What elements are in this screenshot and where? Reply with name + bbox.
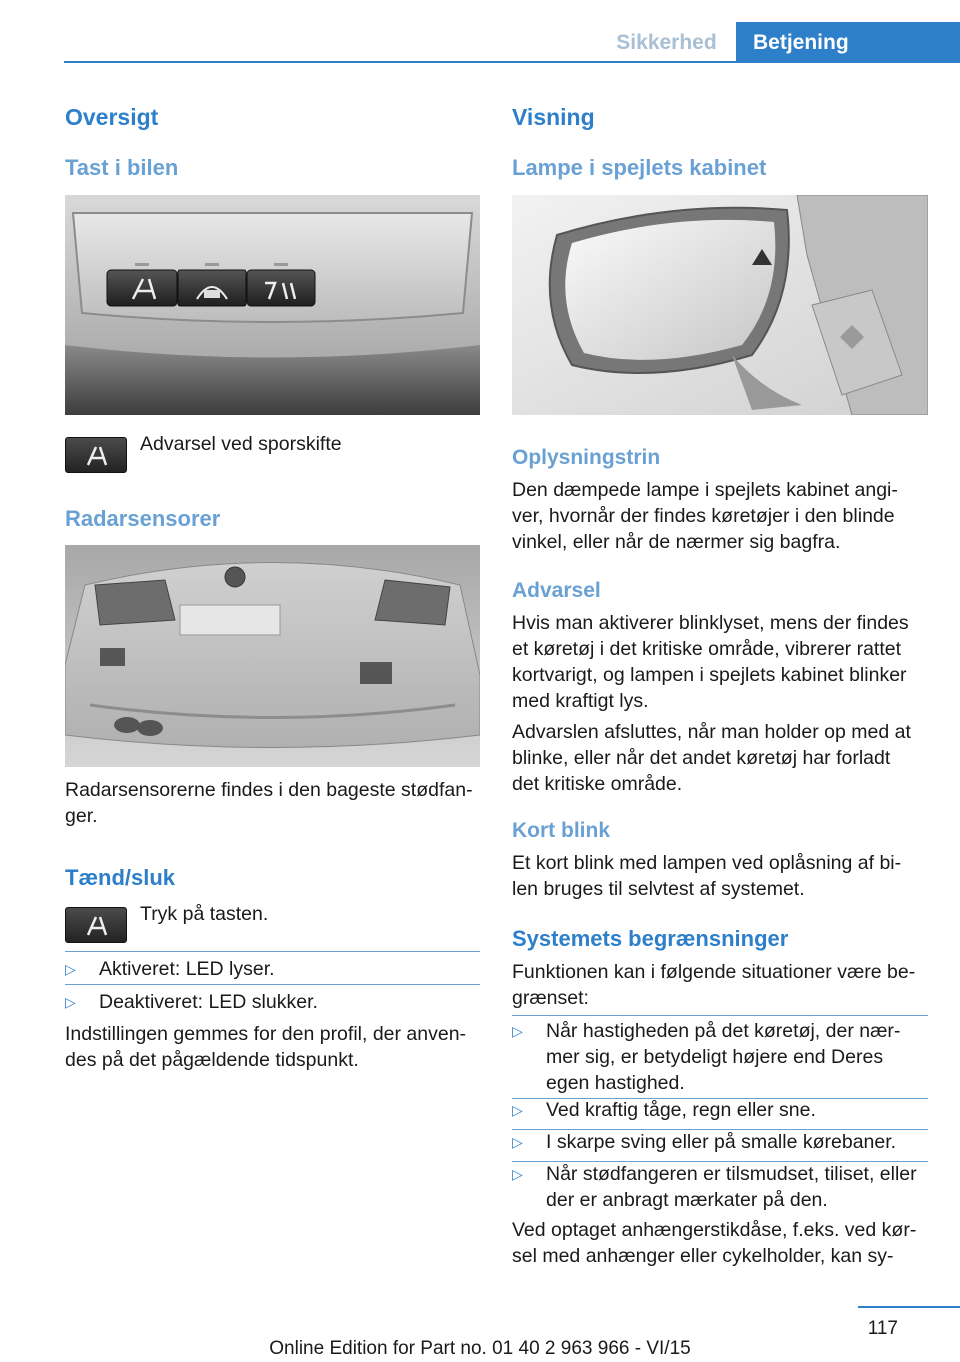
footer-rule <box>858 1306 960 1308</box>
para-adv2-line1: Advarslen afsluttes, når man holder op med at <box>512 721 911 743</box>
para-indst-line1: Indstillingen gemmes for den profil, der anven- <box>65 1023 467 1045</box>
heading-tast-i-bilen: Tast i bilen <box>65 155 179 180</box>
caption-advarsel: Advarsel ved sporskifte <box>140 433 342 455</box>
triangle-bullet-icon: ▷ <box>512 1166 523 1182</box>
triangle-bullet-icon: ▷ <box>512 1102 523 1118</box>
triangle-bullet-icon: ▷ <box>512 1023 523 1039</box>
caption-tryk: Tryk på tasten. <box>140 903 269 925</box>
lane-warning-key-icon <box>65 437 127 473</box>
list-separator <box>65 984 480 985</box>
edition-text: Online Edition for Part no. 01 40 2 963 966 - VI/15 <box>269 1338 691 1359</box>
heading-radarsensorer: Radarsensorer <box>65 506 221 531</box>
page-number: 117 <box>867 1318 898 1339</box>
heading-oplysningstrin: Oplysningstrin <box>512 446 661 469</box>
para-radar-line1: Radarsensorerne findes i den bageste stødfan- <box>65 779 473 801</box>
tab-betjening[interactable]: Betjening <box>736 22 960 61</box>
heading-kort-blink: Kort blink <box>512 819 610 842</box>
para-system-line2: grænset: <box>512 987 589 1009</box>
para-adv1-line1: Hvis man aktiverer blinklyset, mens der findes <box>512 612 909 634</box>
list-separator <box>512 1015 928 1016</box>
para-adv1-line2: et køretøj i det kritiske område, vibrerer rattet <box>512 638 902 660</box>
para-adv1-line4: med kraftigt lys. <box>512 690 649 712</box>
lane-warning-button-icon <box>65 907 127 943</box>
figure-button-panel <box>65 195 480 415</box>
para-adv1-line3: kortvarigt, og lampen i spejlets kabinet blinker <box>512 664 907 686</box>
para-system-line1: Funktionen kan i følgende situationer være be- <box>512 961 916 983</box>
tab-sikkerhed[interactable]: Sikkerhed <box>616 31 717 54</box>
list-item: ▷ Ved kraftig tåge, regn eller sne. <box>512 1099 816 1121</box>
heading-visning: Visning <box>512 104 595 130</box>
triangle-bullet-icon: ▷ <box>512 1134 523 1150</box>
para-oplys-line2: ver, hvornår der findes køretøjer i den blinde <box>512 505 895 527</box>
heading-systemets-begraensninger: Systemets begrænsninger <box>512 926 789 951</box>
para-oplys-line1: Den dæmpede lampe i spejlets kabinet angi- <box>512 479 898 501</box>
para-adv2-line3: det kritiske område. <box>512 773 683 795</box>
list-item: ▷ Når hastigheden på det køretøj, der nær- mer sig, er betydeligt højere end Deres egen hastighed. <box>512 1020 901 1094</box>
heading-advarsel: Advarsel <box>512 579 601 602</box>
para-indst-line2: des på det pågældende tidspunkt. <box>65 1049 359 1071</box>
para-kort-line1: Et kort blink med lampen ved oplåsning af bi- <box>512 852 902 874</box>
triangle-bullet-icon: ▷ <box>65 994 76 1010</box>
list-item: ▷ Aktiveret: LED lyser. <box>65 958 275 980</box>
list-item: ▷ I skarpe sving eller på smalle kørebaner. <box>512 1131 897 1153</box>
para-last-line2: sel med anhænger eller cykelholder, kan sy- <box>512 1245 894 1267</box>
header-rule <box>64 61 960 63</box>
para-adv2-line2: blinke, eller når det andet køretøj har forladt <box>512 747 891 769</box>
para-oplys-line3: vinkel, eller når de nærmer sig bagfra. <box>512 531 841 553</box>
list-item: ▷ Når stødfangeren er tilsmudset, tiliset, eller der er anbragt mærkater på den. <box>512 1163 917 1211</box>
heading-oversigt: Oversigt <box>65 104 159 130</box>
para-last-line1: Ved optaget anhængerstikdåse, f.eks. ved kør- <box>512 1219 917 1241</box>
triangle-bullet-icon: ▷ <box>65 961 76 977</box>
para-kort-line2: len bruges til selvtest af systemet. <box>512 878 805 900</box>
list-item: ▷ Deaktiveret: LED slukker. <box>65 991 318 1013</box>
para-radar-line2: ger. <box>65 805 98 827</box>
figure-car-rear <box>65 545 480 767</box>
heading-taend-sluk: Tænd/sluk <box>65 865 176 890</box>
heading-lampe: Lampe i spejlets kabinet <box>512 155 767 180</box>
list-separator <box>65 951 480 952</box>
figure-mirror <box>512 195 928 415</box>
